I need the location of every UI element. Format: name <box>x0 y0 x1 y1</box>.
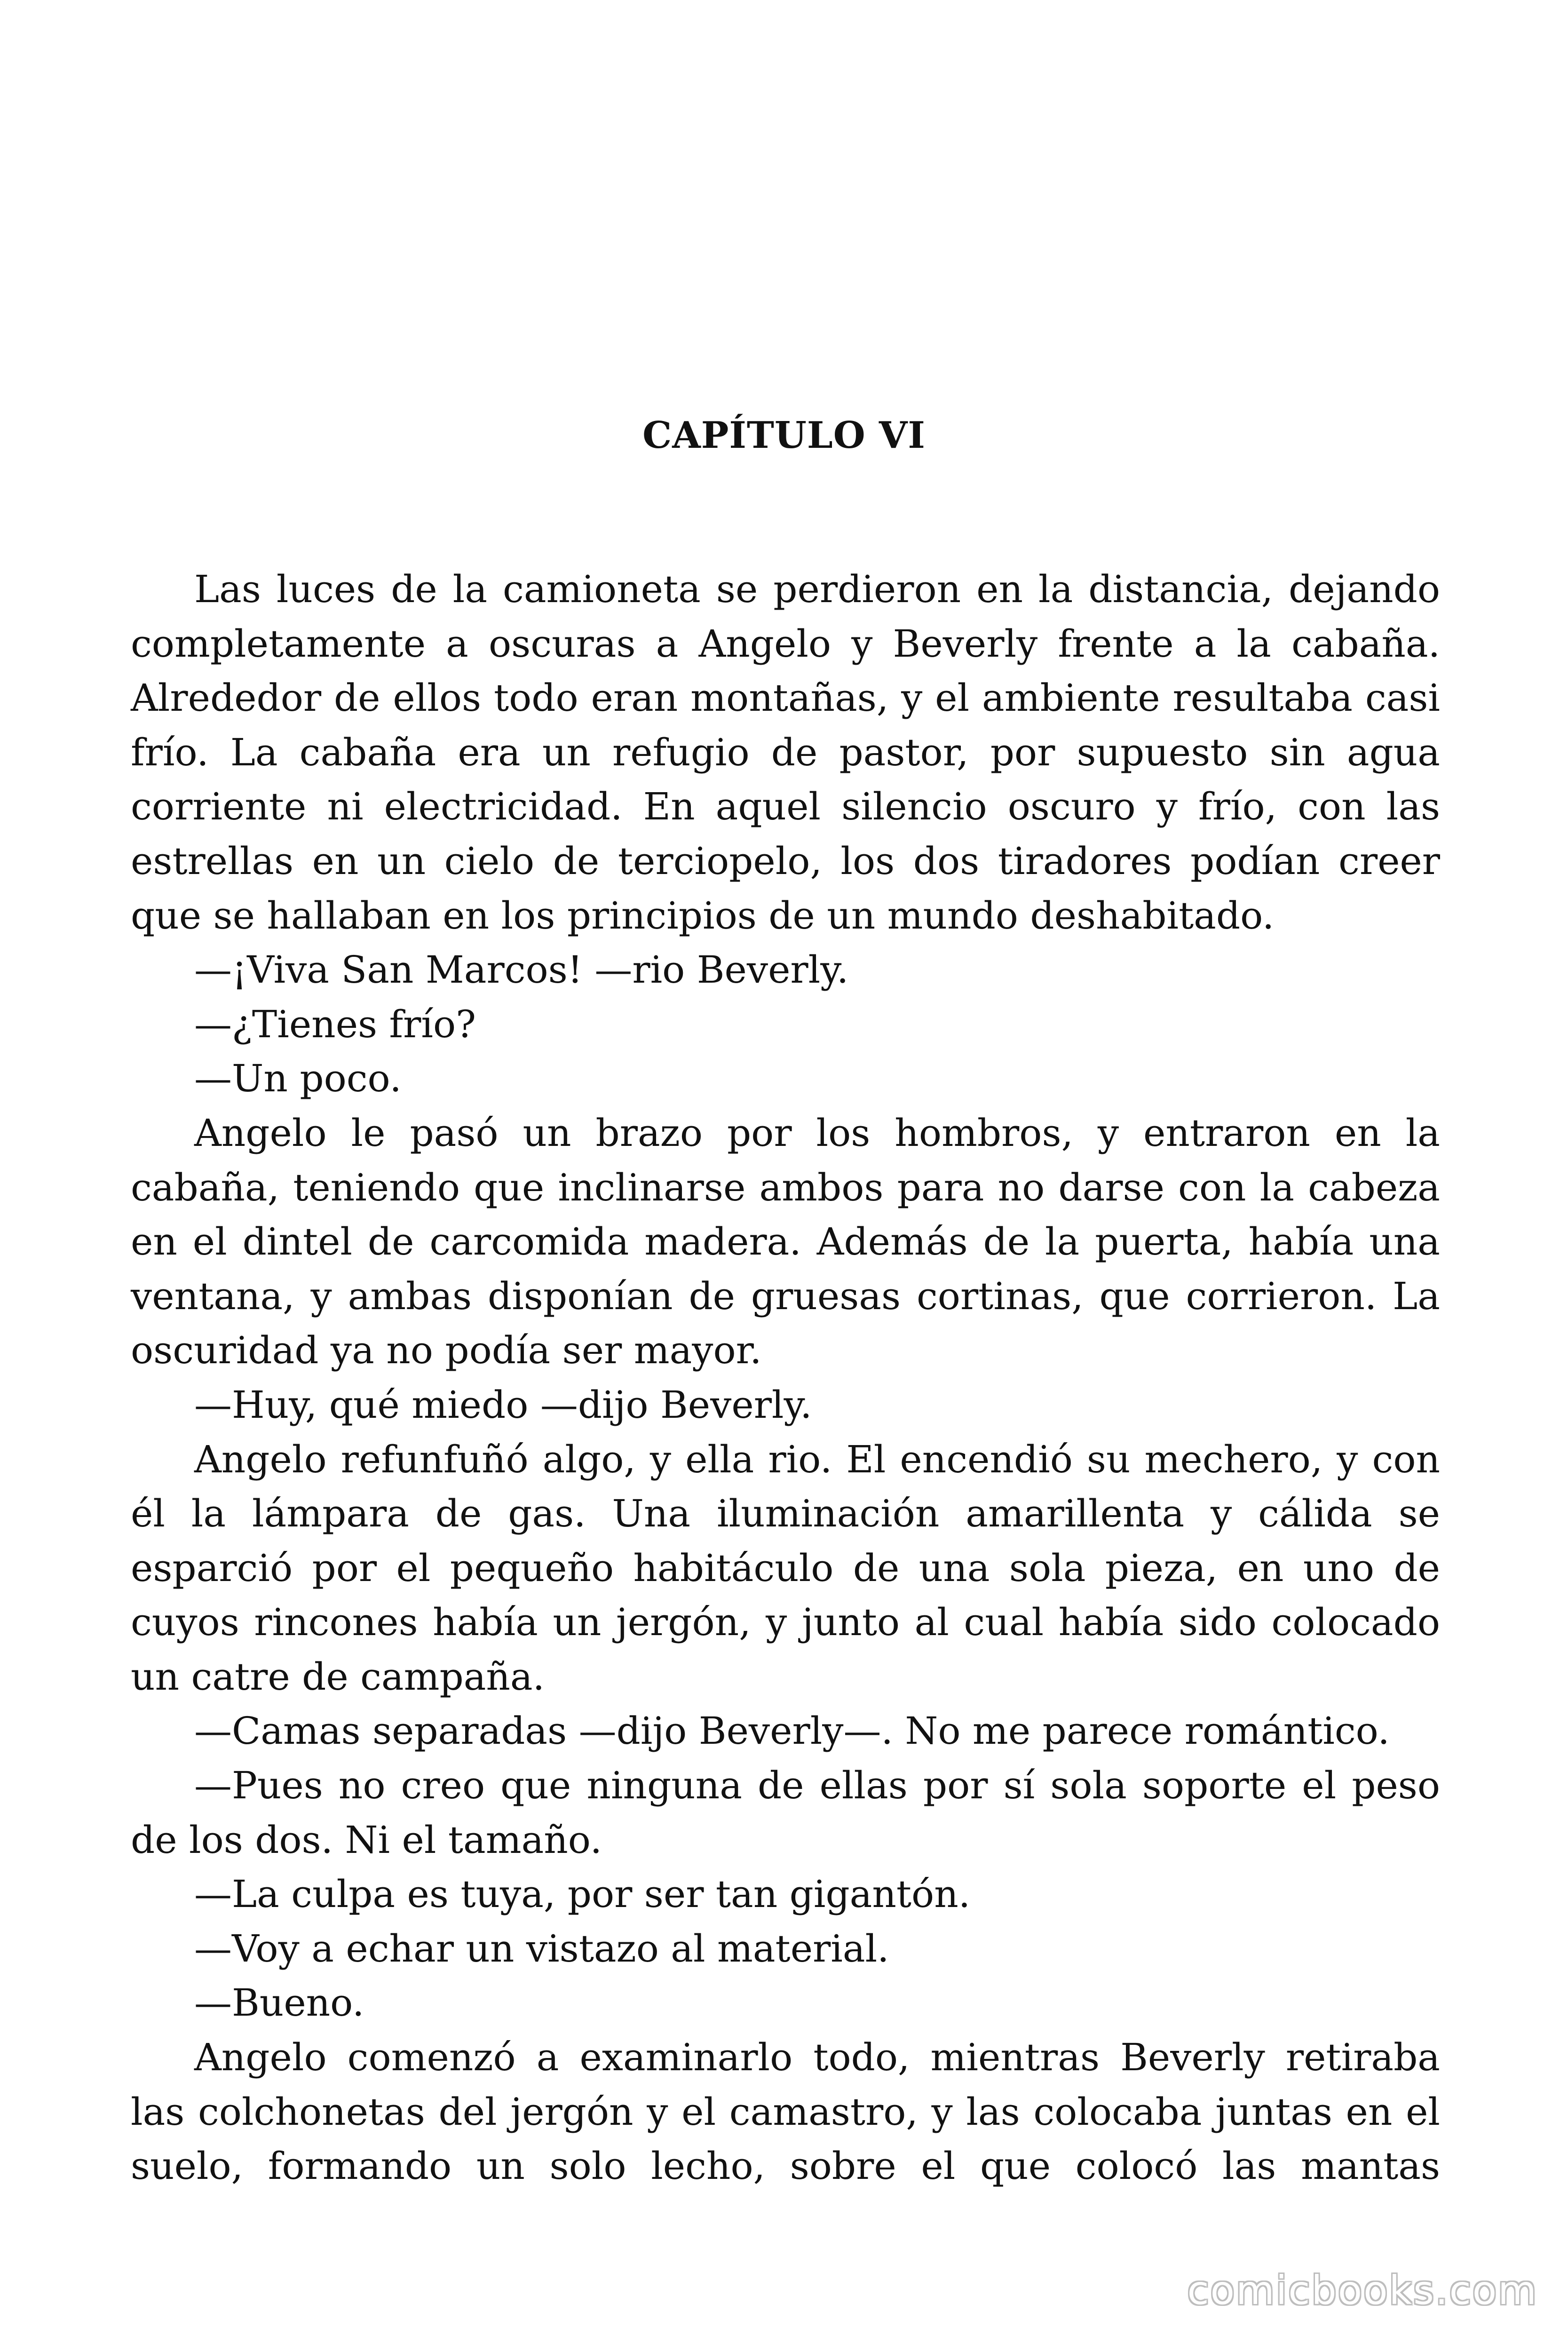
text-line: cuyos rincones había un jergón, y junto al cual había sido colocado <box>131 1600 1440 1645</box>
text-line: en el dintel de carcomida madera. Además de la puerta, había una <box>131 1220 1440 1264</box>
paragraph <box>131 1106 1440 1378</box>
text-line: él la lámpara de gas. Una iluminación amarillenta y cálida se <box>131 1492 1440 1536</box>
text-line: —La culpa es tuya, por ser tan gigantón. <box>194 1872 971 1916</box>
text-line: esparció por el pequeño habitáculo de una sola pieza, en uno de <box>131 1546 1440 1590</box>
text-line: oscuridad ya no podía ser mayor. <box>131 1328 762 1373</box>
text-line: —¡Viva San Marcos! —rio Beverly. <box>194 948 849 992</box>
text-line: suelo, formando un solo lecho, sobre el que colocó las mantas <box>131 2144 1440 2188</box>
paragraph <box>131 1922 1440 1976</box>
paragraph <box>131 1758 1440 1867</box>
text-line: de los dos. Ni el tamaño. <box>131 1818 602 1862</box>
text-line: —Pues no creo que ninguna de ellas por sí sola soporte el peso <box>194 1764 1440 1808</box>
text-line: corriente ni electricidad. En aquel silencio oscuro y frío, con las <box>131 785 1440 829</box>
text-line: —Voy a echar un vistazo al material. <box>194 1926 889 1971</box>
paragraph <box>131 562 1440 943</box>
text-line: Angelo refunfuñó algo, y ella rio. El encendió su mechero, y con <box>194 1437 1440 1481</box>
paragraph <box>131 1704 1440 1758</box>
paragraph <box>131 1378 1440 1432</box>
text-line: que se hallaban en los principios de un mundo deshabitado. <box>131 893 1275 938</box>
text-line: ventana, y ambas disponían de gruesas cortinas, que corrieron. La <box>131 1274 1440 1318</box>
text-line: estrellas en un cielo de terciopelo, los dos tiradores podían creer <box>131 839 1440 883</box>
text-line: —Huy, qué miedo —dijo Beverly. <box>194 1383 812 1427</box>
paragraph <box>131 1867 1440 1922</box>
text-line: frío. La cabaña era un refugio de pastor, por supuesto sin agua <box>131 730 1440 774</box>
text-line: Angelo comenzó a examinarlo todo, mientras Beverly retiraba <box>194 2035 1440 2080</box>
text-line: Las luces de la camioneta se perdieron en la distancia, dejando <box>194 567 1440 611</box>
text-line: —Camas separadas —dijo Beverly—. No me parece romántico. <box>194 1709 1390 1753</box>
watermark-logo: comicbooks.com <box>1187 2267 1538 2313</box>
chapter-title: CAPÍTULO VI <box>642 414 926 457</box>
text-line: —¿Tienes frío? <box>194 1002 476 1046</box>
text-line: completamente a oscuras a Angelo y Beverly frente a la cabaña. <box>131 621 1440 666</box>
chapter-body <box>131 562 1440 2193</box>
paragraph <box>131 1976 1440 2030</box>
text-line: —Bueno. <box>194 1981 364 2025</box>
paragraph <box>131 2030 1440 2193</box>
text-line: —Un poco. <box>194 1057 402 1101</box>
text-line: Alrededor de ellos todo eran montañas, y el ambiente resultaba casi <box>131 676 1440 720</box>
paragraph <box>131 1432 1440 1704</box>
text-line: las colchonetas del jergón y el camastro, y las colocaba juntas en el <box>131 2090 1440 2134</box>
text-line: Angelo le pasó un brazo por los hombros, y entraron en la <box>194 1111 1440 1155</box>
text-line: cabaña, teniendo que inclinarse ambos para no darse con la cabeza <box>131 1165 1440 1209</box>
paragraph <box>131 1051 1440 1106</box>
text-line: un catre de campaña. <box>131 1654 545 1699</box>
paragraph <box>131 943 1440 997</box>
paragraph <box>131 997 1440 1052</box>
